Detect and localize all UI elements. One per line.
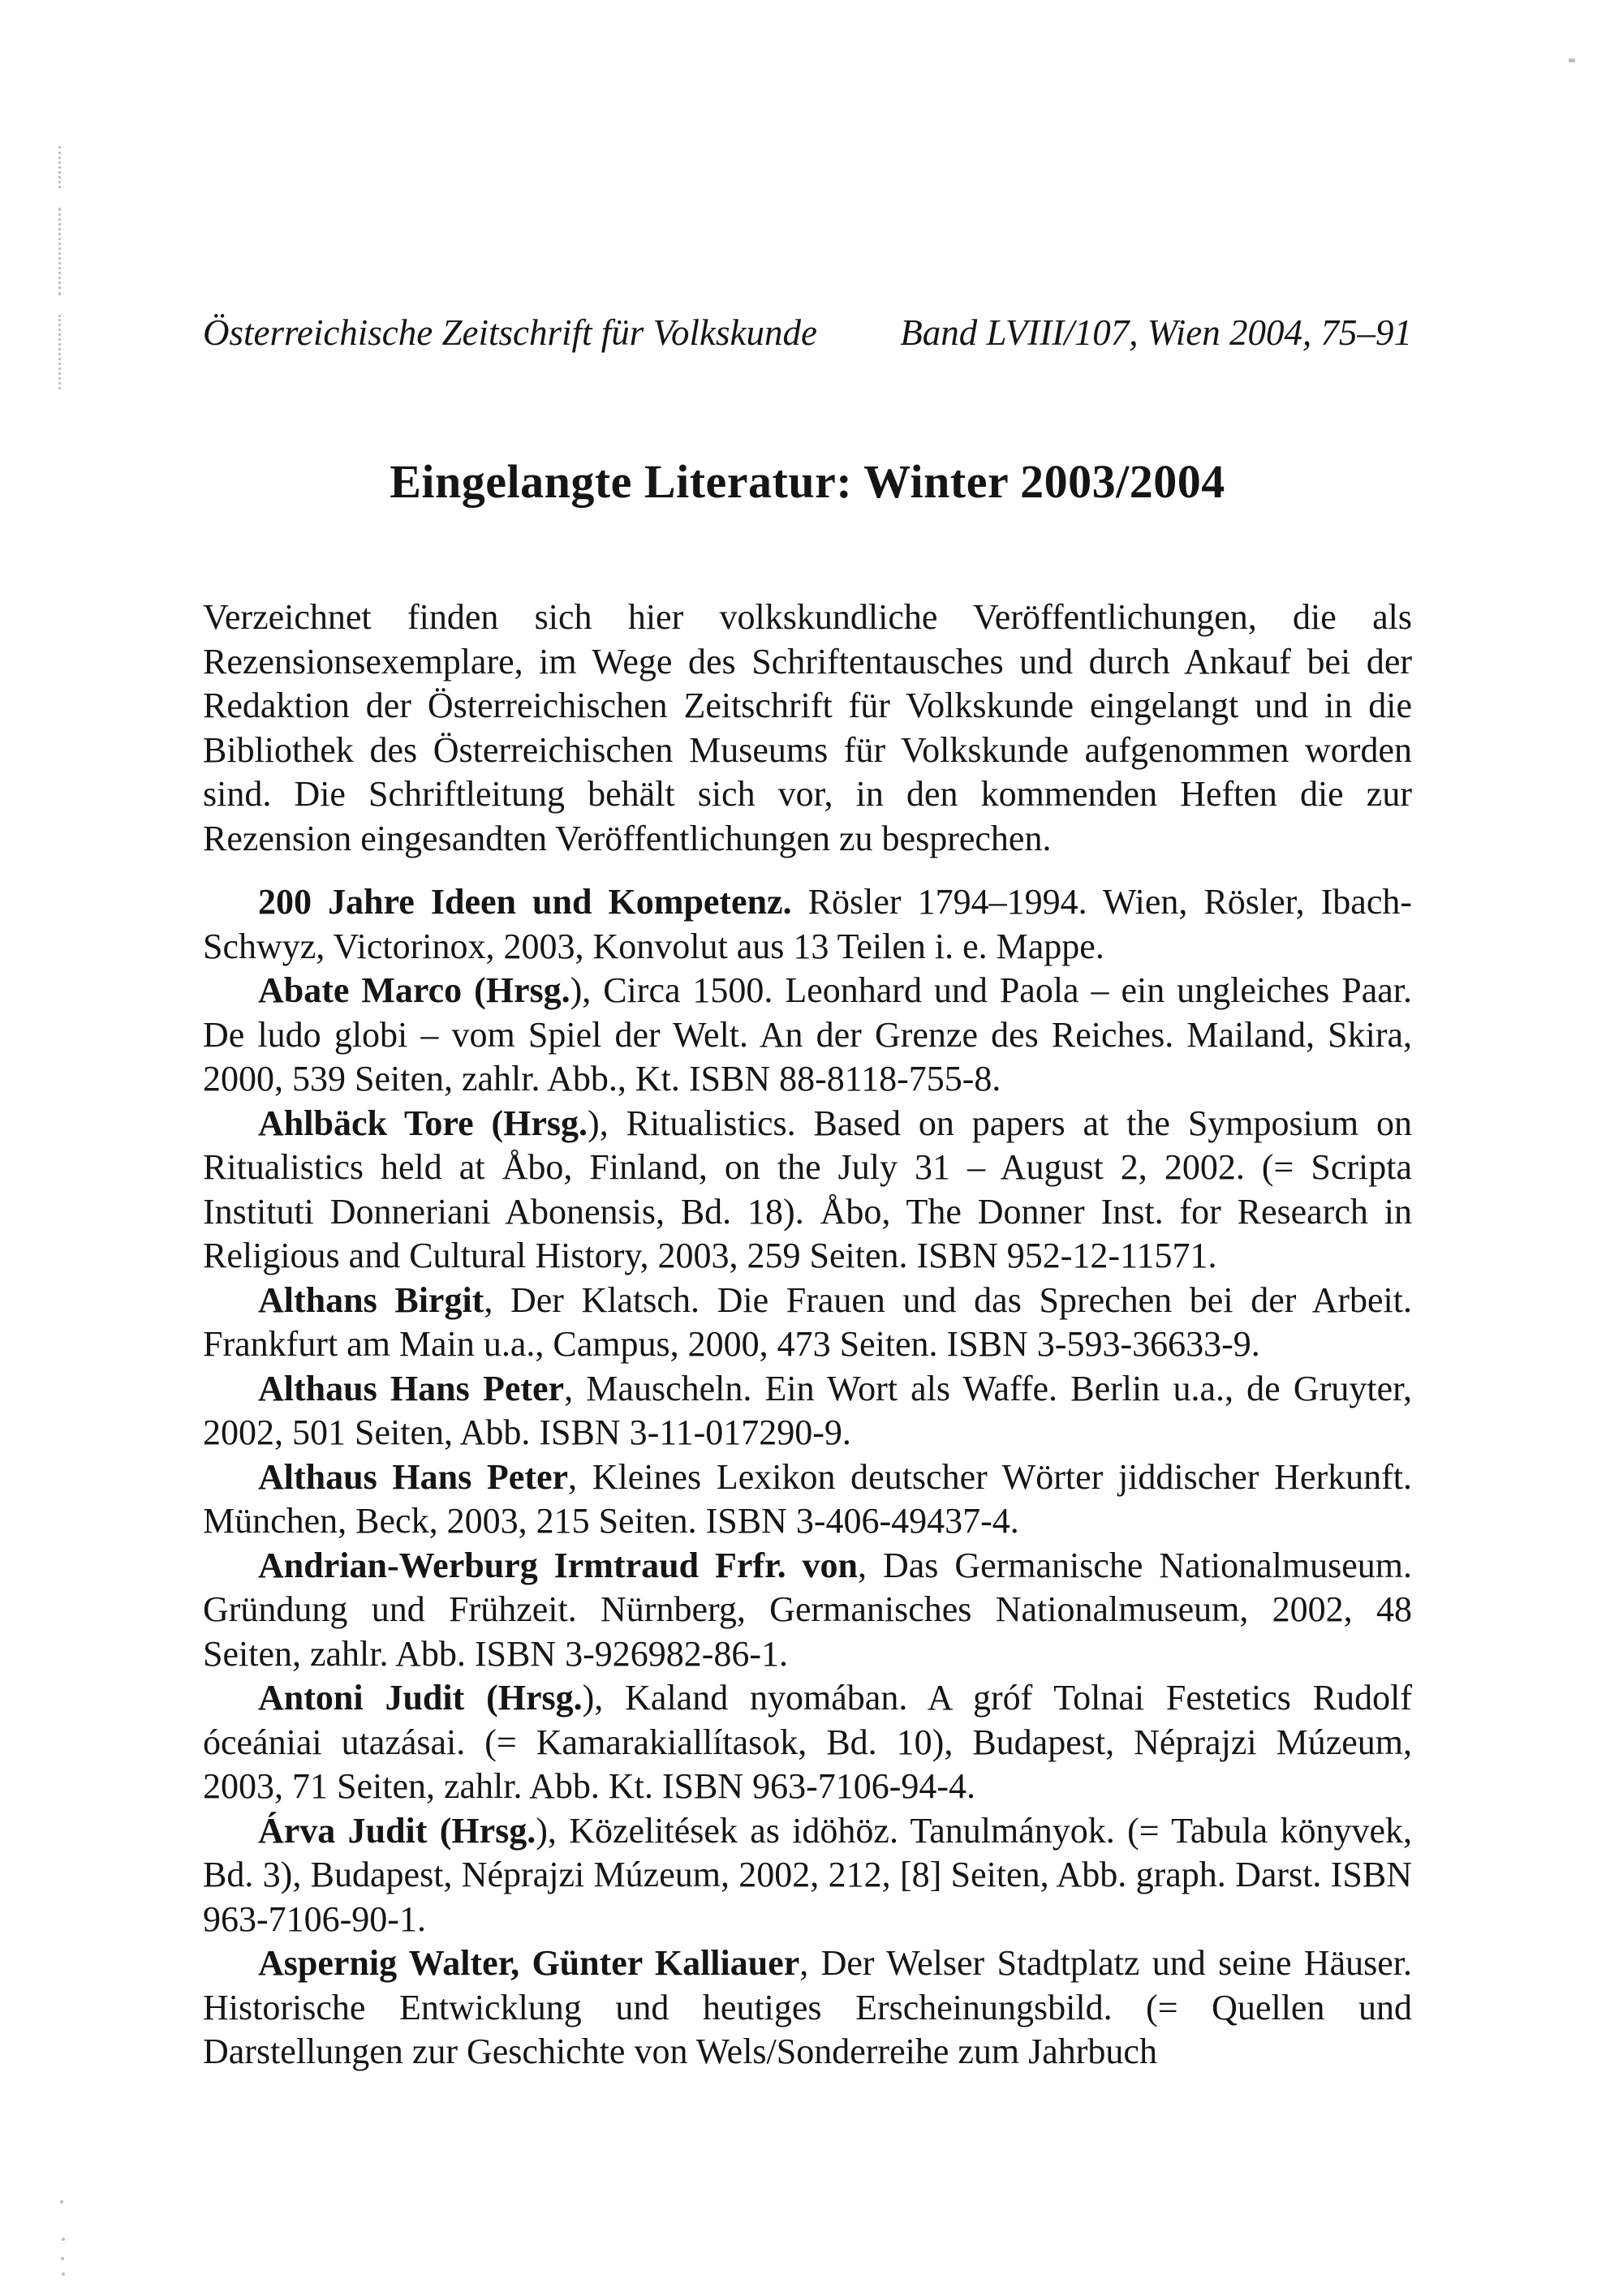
entry-author: Ahlbäck Tore (Hrsg. <box>258 1103 588 1143</box>
entry-details: ), Circa 1500. Leonhard und Paola – ein ungleiches Paar. De ludo globi – vom Spiel der Welt. An der Grenze des Reiches. Mailand, Skira, 2000, 539 Seiten, zahlr. Abb., Kt. ISBN 88-8118-755-8. <box>203 970 1412 1099</box>
entry-author: Árva Judit (Hrsg. <box>258 1810 536 1851</box>
entry-details: , Kleines Lexikon deutscher Wörter jiddischer Herkunft. München, Beck, 2003, 215 Seiten. ISBN 3-406-49437-4. <box>203 1456 1412 1541</box>
scan-artifact-dot <box>61 2257 64 2260</box>
volume-info: Band LVIII/107, Wien 2004, 75–91 <box>900 312 1412 353</box>
entry-author: Antoni Judit (Hrsg. <box>258 1678 583 1718</box>
bibliography-entry <box>203 969 1412 1102</box>
page-content <box>203 0 1412 2075</box>
entry-author: Andrian-Werburg Irmtraud Frfr. von <box>258 1545 858 1585</box>
scan-artifact-dotted-line <box>58 146 61 188</box>
entry-details: ), Kaland nyomában. A gróf Tolnai Festetics Rudolf óceániai utazásai. (= Kamarakiallítasok, Bd. 10), Budapest, Néprajzi Múzeum, 2003, 71 Seiten, zahlr. Abb. Kt. ISBN 963-7106-94-4. <box>203 1678 1412 1806</box>
bibliography-entry <box>203 1676 1412 1809</box>
entry-details: , Mauscheln. Ein Wort als Waffe. Berlin u.a., de Gruyter, 2002, 501 Seiten, Abb. ISBN 3-11-017290-9. <box>203 1368 1412 1452</box>
bibliography-entry <box>203 1367 1412 1455</box>
bibliography-entry <box>203 880 1412 969</box>
scan-artifact-dotted-line <box>58 315 61 389</box>
bibliography-entry <box>203 1102 1412 1279</box>
scan-artifact-dotted-line <box>58 208 61 295</box>
entry-author: 200 Jahre Ideen und Kompetenz. <box>258 882 792 922</box>
page-title: Eingelangte Literatur: Winter 2003/2004 <box>390 455 1225 508</box>
journal-title: Österreichische Zeitschrift für Volkskunde <box>203 312 817 353</box>
entry-details: ), Ritualistics. Based on papers at the Symposium on Ritualistics held at Åbo, Finland, on the July 31 – August 2, 2002. (= Scripta Instituti Donneriani Abonensis, Bd. 18). Åbo, The Donner Inst. for Research in Religious and Cultural History, 2003, 259 Seiten. ISBN 952-12-11571. <box>203 1103 1413 1275</box>
entry-author: Althaus Hans Peter <box>258 1368 565 1408</box>
bibliography-entry <box>203 1544 1412 1677</box>
page-header <box>203 311 1412 355</box>
entry-details: , Das Germanische Nationalmuseum. Gründung und Frühzeit. Nürnberg, Germanisches Nationalmuseum, 2002, 48 Seiten, zahlr. Abb. ISBN 3-926982-86-1. <box>203 1545 1412 1674</box>
entry-author: Althaus Hans Peter <box>258 1456 569 1497</box>
entry-details: Rösler 1794–1994. Wien, Rösler, Ibach-Schwyz, Victorinox, 2003, Konvolut aus 13 Teilen i. e. Mappe. <box>203 882 1412 966</box>
intro-paragraph: Verzeichnet finden sich hier volkskundliche Veröffentlichungen, die als Rezensionsexemplare, im Wege des Schriftentausches und durch Ankauf bei der Redaktion der Österreichischen Zeitschrift für Volkskunde eingelangt und in die Bibliothek des Österreichischen Museums für Volkskunde aufgenommen worden sind. Die Schriftleitung behält sich vor, in den kommenden Heften die zur Rezension eingesandten Veröffentlichungen zu besprechen. <box>203 597 1412 858</box>
bibliography-entry <box>203 1809 1412 1942</box>
scan-artifact-dot <box>62 2238 65 2241</box>
bibliography-entry <box>203 1941 1412 2075</box>
entry-author: Abate Marco (Hrsg. <box>258 970 570 1010</box>
entry-details: , Der Klatsch. Die Frauen und das Sprechen bei der Arbeit. Frankfurt am Main u.a., Campus, 2000, 473 Seiten. ISBN 3-593-36633-9. <box>203 1279 1412 1364</box>
scan-artifact-dot <box>60 2200 63 2204</box>
bibliography-entry <box>203 1279 1412 1367</box>
entry-details: ), Közelitések as idöhöz. Tanulmányok. (= Tabula könyvek, Bd. 3), Budapest, Néprajzi Múzeum, 2002, 212, [8] Seiten, Abb. graph. Darst. ISBN 963-7106-90-1. <box>203 1810 1412 1939</box>
entry-author: Aspernig Walter, Günter Kalliauer <box>258 1943 800 1983</box>
bibliography-list <box>203 880 1412 2075</box>
scan-artifact-speck <box>1569 58 1575 62</box>
entry-author: Althans Birgit <box>258 1279 484 1320</box>
entry-details: , Der Welser Stadtplatz und seine Häuser. Historische Entwicklung und heutiges Erscheinungsbild. (= Quellen und Darstellungen zur Geschichte von Wels/Sonderreihe zum Jahrbuch <box>203 1943 1412 2071</box>
scan-artifact-dot <box>62 2272 65 2276</box>
bibliography-entry <box>203 1455 1412 1544</box>
